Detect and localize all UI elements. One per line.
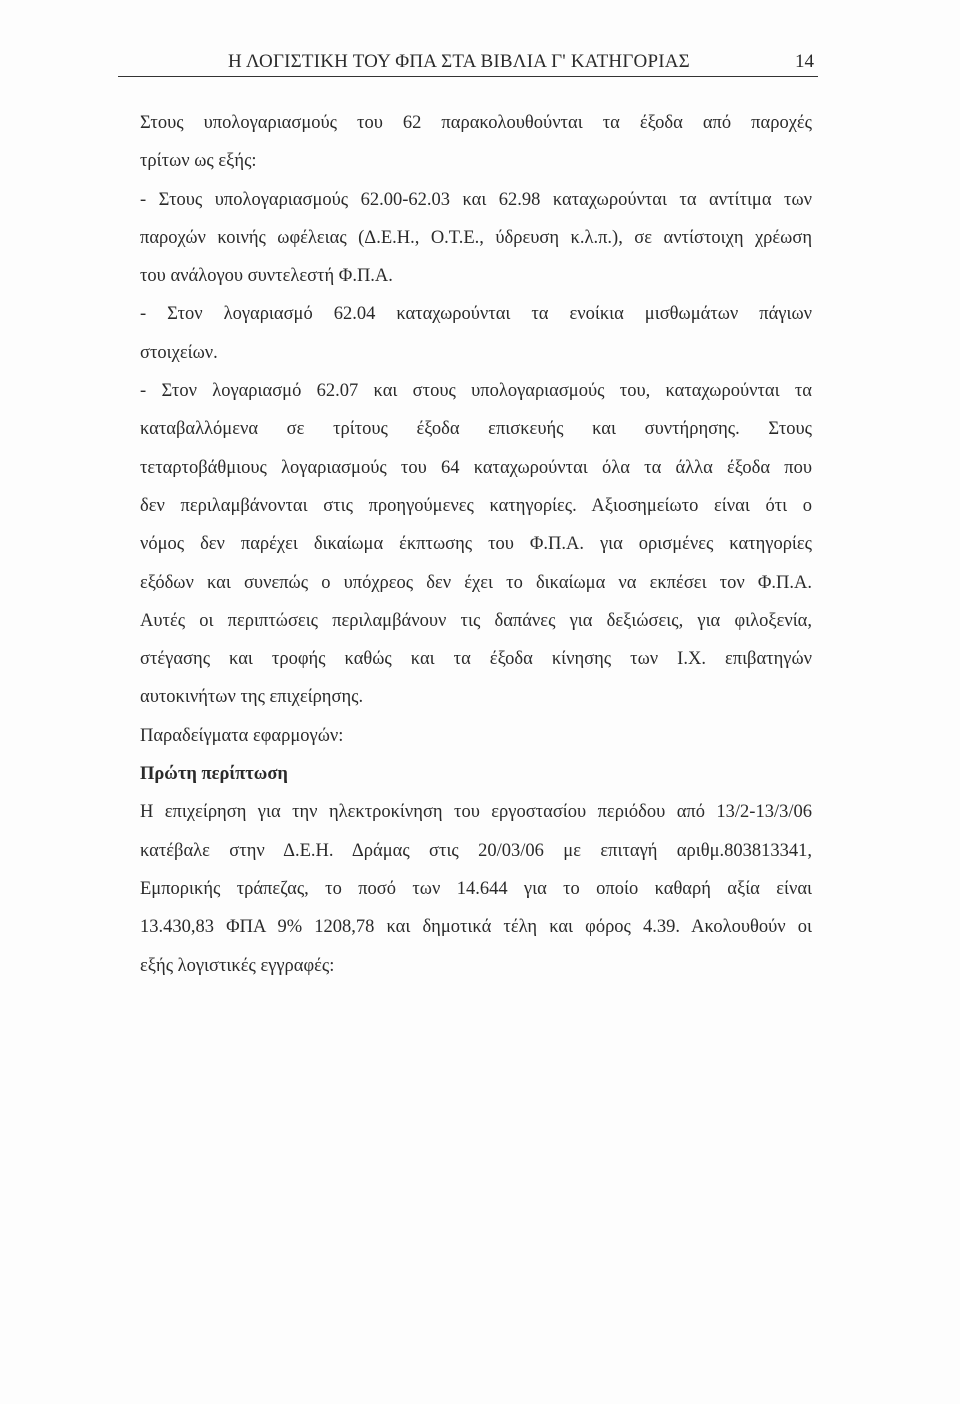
paragraph-line: 13.430,83 ΦΠΑ 9% 1208,78 και δημοτικά τέλη και φόρος 4.39. Ακολουθούν οι [140,917,812,938]
header-title: Η ΛΟΓΙΣΤΙΚΗ ΤΟΥ ΦΠΑ ΣΤΑ ΒΙΒΛΙΑ Γ' ΚΑΤΗΓΟΡΙΑΣ [228,51,690,72]
page-number: 14 [795,51,814,72]
paragraph-line: παροχών κοινής ωφέλειας (Δ.Ε.Η., Ο.Τ.Ε., ύδρευση κ.λ.π.), σε αντίστοιχη χρέωση [140,227,812,248]
paragraph-line: εξόδων και συνεπώς ο υπόχρεος δεν έχει το δικαίωμα να εκπέσει τον Φ.Π.Α. [140,572,812,593]
paragraph-line: τεταρτοβάθμιους λογαριασμούς του 64 καταχωρούνται όλα τα άλλα έξοδα που [140,457,812,478]
paragraph-line: δεν περιλαμβάνονται στις προηγούμενες κατηγορίες. Αξιοσημείωτο είναι ότι ο [140,495,812,516]
paragraph-line: Αυτές οι περιπτώσεις περιλαμβάνουν τις δαπάνες για δεξιώσεις, για φιλοξενία, [140,610,812,631]
paragraph-line: Η επιχείρηση για την ηλεκτροκίνηση του εργοστασίου περιόδου από 13/2-13/3/06 [140,802,812,823]
paragraph-line: Εμπορικής τράπεζας, το ποσό των 14.644 για το οποίο καθαρή αξία είναι [140,878,812,899]
paragraph-line: καταβαλλόμενα σε τρίτους έξοδα επισκευής και συντήρησης. Στους [140,419,812,440]
paragraph-line: Στους υπολογαριασμούς του 62 παρακολουθούνται τα έξοδα από παροχές [140,113,812,133]
paragraph-line: Παραδείγματα εφαρμογών: [140,725,344,746]
body-text [140,104,812,985]
section-heading: Πρώτη περίπτωση [140,764,288,785]
paragraph-line: στοιχείων. [140,342,218,363]
running-header [118,50,818,77]
paragraph-line: αυτοκινήτων της επιχείρησης. [140,687,364,708]
paragraph-line: του ανάλογου συντελεστή Φ.Π.Α. [140,266,393,287]
paragraph-line: νόμος δεν παρέχει δικαίωμα έκπτωσης του Φ.Π.Α. για ορισμένες κατηγορίες [140,534,812,555]
paragraph-line: στέγασης και τροφής καθώς και τα έξοδα κίνησης των Ι.Χ. επιβατηγών [140,649,812,670]
paragraph-line: - Στον λογαριασμό 62.07 και στους υπολογαριασμούς του, καταχωρούνται τα [140,381,812,402]
paragraph-line: εξής λογιστικές εγγραφές: [140,955,335,976]
paragraph-line: - Στους υπολογαριασμούς 62.00-62.03 και 62.98 καταχωρούνται τα αντίτιμα των [140,189,812,210]
paragraph-line: - Στον λογαριασμό 62.04 καταχωρούνται τα ενοίκια μισθωμάτων πάγιων [140,304,812,325]
paragraph-line: τρίτων ως εξής: [140,151,257,172]
paragraph-line: κατέβαλε στην Δ.Ε.Η. Δράμας στις 20/03/06 με επιταγή αριθμ.803813341, [140,840,812,861]
